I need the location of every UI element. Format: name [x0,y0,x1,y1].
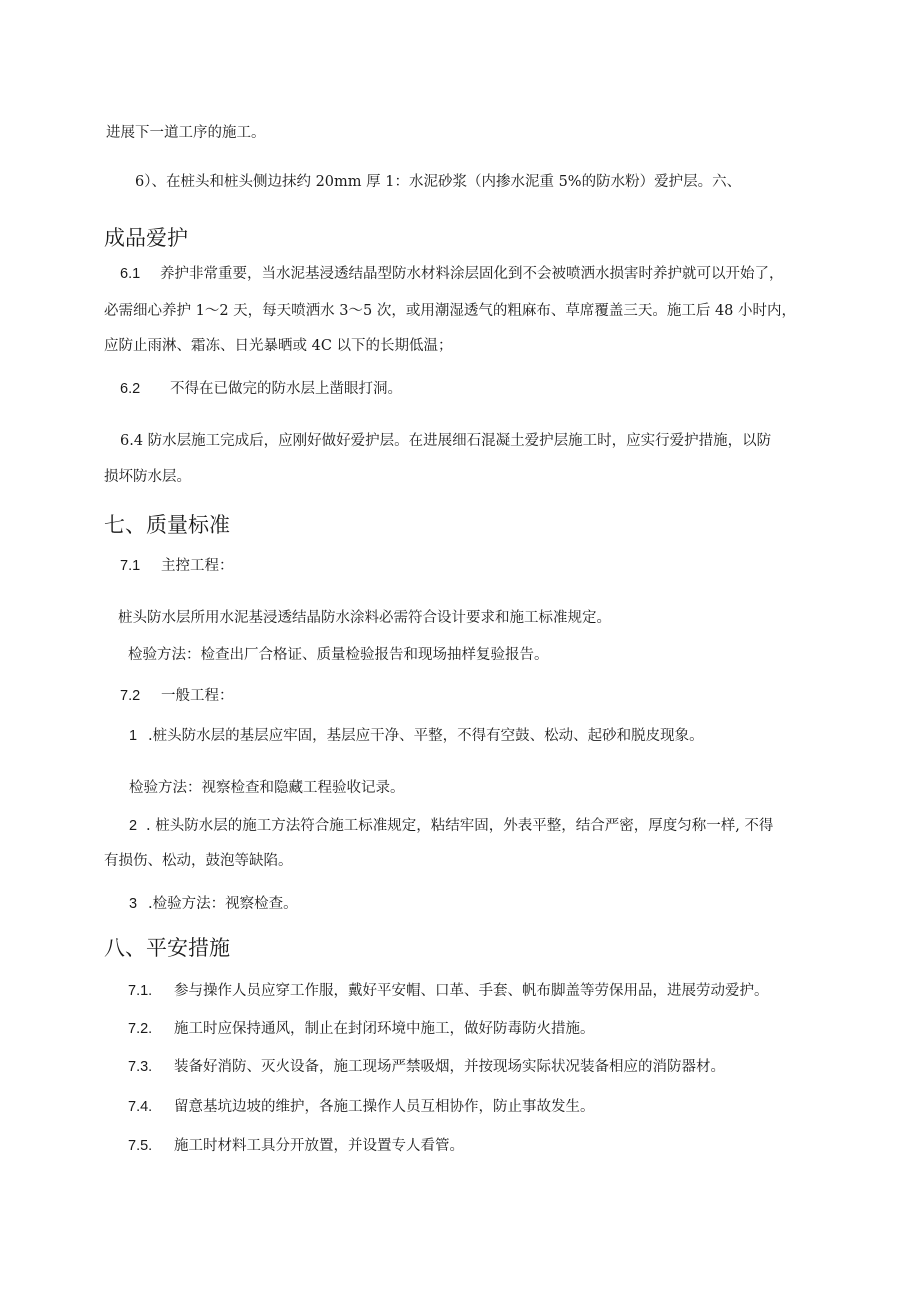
section-heading: 八、平安措施 [104,936,230,960]
paragraph-line: . 桩头防水层的施工方法符合施工标准规定，粘结牢固，外表平整，结合严密，厚度匀称一样, 不得 [146,818,774,834]
paragraph-line: .桩头防水层的基层应牢固，基层应干净、平整，不得有空鼓、松动、起砂和脱皮现象。 [148,728,704,744]
section-heading: 成品爱护 [104,226,188,250]
item-number: 7.3. [128,1059,153,1075]
item-number: 2 [129,818,138,834]
paragraph-line: 主控工程： [161,558,234,574]
paragraph-line: 施工时材料工具分开放置，并设置专人看管。 [174,1138,464,1154]
paragraph-line: 养护非常重要，当水泥基浸透结晶型防水材料涂层固化到不会被喷洒水损害时养护就可以开始了， [160,266,784,282]
item-number: 1 [129,728,138,744]
item-number: 3 [129,896,138,912]
paragraph-line: 进展下一道工序的施工。 [106,125,266,141]
paragraph-line: 一般工程： [161,688,234,704]
item-number: 7.5. [128,1138,153,1154]
item-number: 7.2 [120,688,141,704]
paragraph-line: 6.4 防水层施工完成后，应刚好做好爱护层。在进展细石混凝土爱护层施工时，应实行爱护措施，以防 [120,433,772,449]
paragraph-line: 检验方法：检查出厂合格证、质量检验报告和现场抽样复验报告。 [128,647,549,663]
item-number: 6.2 [120,381,141,397]
section-heading: 七、质量标准 [104,513,230,537]
paragraph-line: 桩头防水层所用水泥基浸透结晶防水涂料必需符合设计要求和施工标准规定。 [118,610,611,626]
paragraph-line: 有损伤、松动，鼓泡等缺陷。 [104,853,293,869]
paragraph-line: 不得在已做完的防水层上凿眼打洞。 [170,381,402,397]
item-number: 6.1 [120,266,141,282]
paragraph-line: .检验方法：视察检查。 [148,896,298,912]
paragraph-line: 检验方法：视察检查和隐藏工程验收记录。 [129,780,405,796]
paragraph-line: 施工时应保持通风，制止在封闭环境中施工，做好防毒防火措施。 [174,1021,595,1037]
paragraph-line: 留意基坑边坡的维护，各施工操作人员互相协作，防止事故发生。 [174,1099,595,1115]
paragraph-line: 参与操作人员应穿工作服，戴好平安帽、口革、手套、帆布脚盖等劳保用品，进展劳动爱护。 [174,983,769,999]
item-number: 7.1. [128,983,153,999]
paragraph-line: 必需细心养护 1～2 天，每天喷洒水 3～5 次，或用潮湿透气的粗麻布、草席覆盖三天。施工后 48 小时内， [104,303,797,319]
paragraph-line: 装备好消防、灭火设备，施工现场严禁吸烟，并按现场实际状况装备相应的消防器材。 [174,1059,725,1075]
item-number: 7.1 [120,558,141,574]
paragraph-line: 6）、在桩头和桩头侧边抹约 20mm 厚 1：水泥砂浆（内掺水泥重 5%的防水粉）爱护层。六、 [135,174,742,190]
paragraph-line: 损坏防水层。 [104,469,191,485]
item-number: 7.4. [128,1099,153,1115]
paragraph-line: 应防止雨淋、霜冻、日光暴晒或 4C 以下的长期低温； [104,338,453,354]
item-number: 7.2. [128,1021,153,1037]
